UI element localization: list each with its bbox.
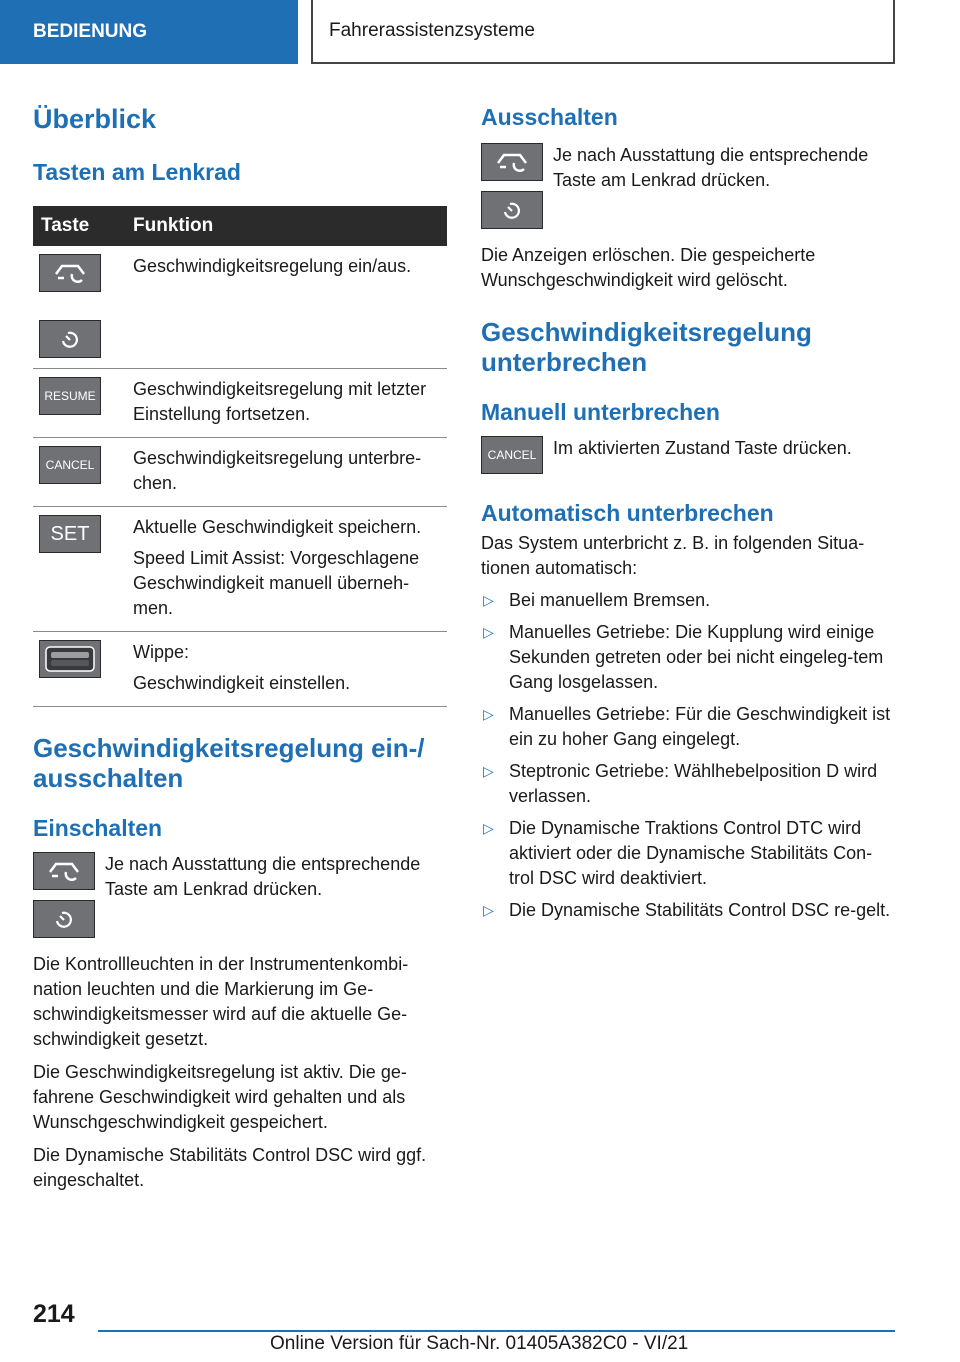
manuell-text: Im aktivierten Zustand Taste drücken. (553, 438, 852, 458)
auto-intro: Das System unterbricht z. B. in folgenden Situa-tionen automatisch: (481, 533, 865, 578)
left-column (33, 96, 447, 1193)
col-header-taste: Taste (33, 206, 125, 246)
row-text: Geschwindigkeitsregelung ein/aus. (133, 256, 412, 276)
button-function-table (33, 206, 447, 707)
row-text: Geschwindigkeitsregelung mit letzter Einstellung fortsetzen. (133, 379, 427, 424)
paragraph: Die Geschwindigkeitsregelung ist aktiv. Die ge-fahrene Geschwindigkeit wird gehalten und als Wunschgeschwindigkeit gespeichert. (33, 1062, 407, 1132)
list-item: ▷ Manuelles Getriebe: Die Kupplung wird einige Sekunden getreten oder bei nicht eingeleg-tem Gang losgelassen. (483, 622, 884, 692)
section-title-ein-aus: Geschwindigkeitsregelung ein-/ ausschalten (33, 733, 425, 793)
einschalten-text: Je nach Ausstattung die entsprechende Taste am Lenkrad drücken. (105, 854, 421, 899)
cruise-on-off-icon (33, 852, 95, 890)
row-text: Wippe: (133, 642, 190, 662)
auto-bullet-list (481, 588, 897, 923)
bullet-triangle-icon: ▷ (483, 706, 494, 722)
manuell-block (481, 436, 897, 474)
page-number: 214 (33, 1300, 75, 1328)
table-row (33, 507, 447, 632)
cancel-button: CANCEL (39, 446, 101, 484)
bullet-triangle-icon: ▷ (483, 902, 494, 918)
bullet-triangle-icon: ▷ (483, 820, 494, 836)
table-row (33, 369, 447, 438)
header-chapter-tab[interactable] (311, 0, 895, 64)
cruise-on-off-icon (39, 254, 101, 292)
ausschalten-block (481, 143, 897, 229)
einschalten-block (33, 852, 447, 938)
table-row (33, 438, 447, 507)
list-item: ▷ Die Dynamische Stabilitäts Control DSC re-gelt. (481, 898, 897, 923)
subtitle-manuell: Manuell unterbrechen (481, 399, 720, 425)
speedometer-icon (39, 320, 101, 358)
paragraph: Die Kontrollleuchten in der Instrumentenkombi-nation leuchten und die Markierung im Ge-schwindigkeitsmesser wird auf die aktuelle Ge-schwindigkeit gesetzt. (33, 954, 409, 1049)
table-header-row (33, 206, 447, 246)
speedometer-icon (481, 191, 543, 229)
row-text: Geschwindigkeitsregelung unterbre-chen. (133, 448, 422, 493)
paragraph: Die Dynamische Stabilitäts Control DSC wird ggf. eingeschaltet. (33, 1145, 427, 1190)
rocker-switch-icon (39, 640, 101, 678)
row-text: Speed Limit Assist: Vorgeschlagene Geschwindigkeit manuell überneh-men. (133, 548, 420, 618)
subtitle-ausschalten: Ausschalten (481, 104, 618, 130)
header-section-label: BEDIENUNG (33, 21, 148, 42)
ausschalten-after: Die Anzeigen erlöschen. Die gespeicherte Wunschgeschwindigkeit wird gelöscht. (481, 245, 816, 290)
cruise-on-off-icon (481, 143, 543, 181)
speedometer-icon (33, 900, 95, 938)
list-item: ▷ Bei manuellem Bremsen. (481, 588, 897, 613)
subtitle-einschalten: Einschalten (33, 815, 163, 841)
bullet-triangle-icon: ▷ (483, 763, 494, 779)
page-title: Überblick (33, 104, 157, 134)
bullet-triangle-icon: ▷ (483, 624, 494, 640)
set-button: SET (39, 515, 101, 553)
list-item: ▷ Die Dynamische Traktions Control DTC wird aktiviert oder die Dynamische Stabilitäts Con-trol DSC wird deaktiviert. (483, 818, 873, 888)
header-chapter-label: Fahrerassistenzsysteme (329, 20, 535, 41)
table-row (33, 246, 447, 369)
resume-button: RESUME (39, 377, 101, 415)
ausschalten-text: Je nach Ausstattung die entsprechende Taste am Lenkrad drücken. (553, 145, 869, 190)
list-item: ▷ Manuelles Getriebe: Für die Geschwindigkeit ist ein zu hoher Gang eingelegt. (483, 704, 891, 749)
right-column (481, 96, 897, 923)
list-item: ▷ Steptronic Getriebe: Wählhebelposition D wird verlassen. (483, 761, 878, 806)
subtitle-tasten: Tasten am Lenkrad (33, 159, 241, 185)
row-text: Aktuelle Geschwindigkeit speichern. (133, 517, 422, 537)
bullet-triangle-icon: ▷ (483, 592, 494, 608)
header-section-tab[interactable] (0, 0, 298, 64)
cancel-button: CANCEL (481, 436, 543, 474)
footer-online-version: Online Version für Sach-Nr. 01405A382C0 - VI/21 (270, 1333, 689, 1354)
section-title-unterbrechen: Geschwindigkeitsregelung unterbrechen (481, 317, 812, 377)
row-text: Geschwindigkeit einstellen. (133, 673, 351, 693)
subtitle-automatisch: Automatisch unterbrechen (481, 500, 774, 526)
footer-divider (98, 1330, 895, 1332)
col-header-funktion: Funktion (125, 206, 447, 246)
table-row (33, 632, 447, 707)
